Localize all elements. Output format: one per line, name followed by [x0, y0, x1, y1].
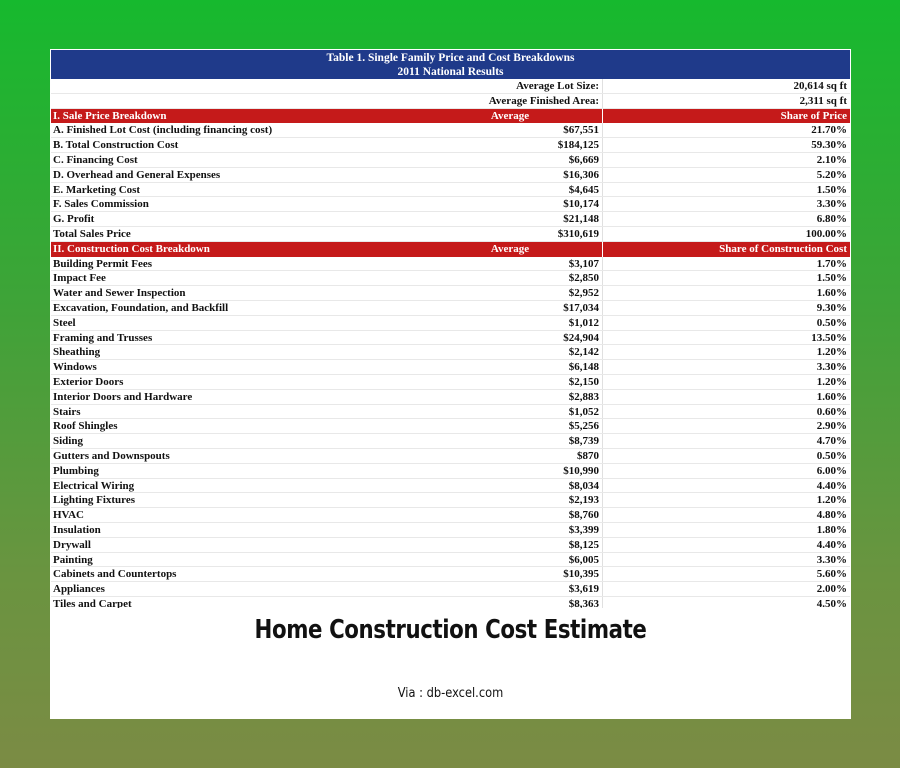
column-header-share: Share of Price — [780, 109, 847, 122]
row-share: 1.50% — [816, 183, 847, 196]
row-average: $310,619 — [418, 227, 603, 241]
row-share: 1.20% — [816, 346, 847, 359]
row-share: 5.60% — [816, 568, 847, 581]
table-row — [51, 597, 850, 608]
table-row — [51, 138, 850, 153]
table-row — [51, 183, 850, 198]
row-label: Electrical Wiring — [53, 479, 135, 492]
row-label: Siding — [53, 435, 83, 448]
table-subtitle: 2011 National Results — [397, 66, 504, 78]
row-share: 1.50% — [816, 272, 847, 285]
table-row — [51, 493, 850, 508]
row-label: Sheathing — [53, 346, 101, 359]
table-row — [51, 419, 850, 434]
section-title: I. Sale Price Breakdown — [53, 109, 167, 122]
table-row — [51, 449, 850, 464]
row-label: Roof Shingles — [53, 420, 118, 433]
table-row — [51, 434, 850, 449]
row-average: $5,256 — [418, 419, 603, 433]
row-label: Building Permit Fees — [53, 257, 152, 270]
row-label: Windows — [53, 361, 97, 374]
row-average: $2,883 — [418, 390, 603, 404]
row-label: Lighting Fixtures — [53, 494, 136, 507]
row-share: 0.50% — [816, 449, 847, 462]
table-row — [51, 582, 850, 597]
row-share: 4.50% — [816, 597, 847, 608]
row-average: $8,125 — [418, 538, 603, 552]
row-label: Tiles and Carpet — [53, 597, 132, 608]
row-average: $8,760 — [418, 508, 603, 522]
table-row — [51, 405, 850, 420]
row-label: Painting — [53, 553, 93, 566]
table-title: Table 1. Single Family Price and Cost Breakdowns — [326, 52, 575, 64]
row-label: Insulation — [53, 523, 101, 536]
image-card — [50, 49, 851, 719]
row-share: 2.00% — [816, 583, 847, 596]
row-share: 5.20% — [816, 168, 847, 181]
table-row — [51, 316, 850, 331]
row-average: $2,150 — [418, 375, 603, 389]
row-share: 1.60% — [816, 390, 847, 403]
row-average: $1,052 — [418, 405, 603, 419]
row-share: 13.50% — [811, 331, 847, 344]
column-header-average: Average — [418, 242, 603, 257]
table-row — [51, 331, 850, 346]
info-label: Average Lot Size: — [418, 79, 603, 93]
row-label: Framing and Trusses — [53, 331, 153, 344]
info-value: 2,311 sq ft — [799, 94, 847, 107]
row-average: $21,148 — [418, 212, 603, 226]
row-share: 59.30% — [811, 139, 847, 152]
row-average: $6,005 — [418, 553, 603, 567]
info-value: 20,614 sq ft — [793, 80, 847, 92]
row-average: $3,619 — [418, 582, 603, 596]
row-average: $2,142 — [418, 345, 603, 359]
row-average: $24,904 — [418, 331, 603, 345]
info-spacer — [51, 94, 418, 108]
page-caption: Home Construction Cost Estimate — [254, 615, 647, 645]
row-label: Drywall — [53, 538, 91, 551]
table-row — [51, 360, 850, 375]
row-share: 3.30% — [816, 198, 847, 211]
table-row — [51, 553, 850, 568]
table-row — [51, 508, 850, 523]
cost-breakdown-table — [51, 50, 850, 608]
table-row — [51, 123, 850, 138]
section-title: II. Construction Cost Breakdown — [53, 242, 210, 255]
row-share: 1.80% — [816, 523, 847, 536]
table-row — [51, 538, 850, 553]
row-average: $3,399 — [418, 523, 603, 537]
row-average: $67,551 — [418, 123, 603, 137]
table-row — [51, 567, 850, 582]
row-average: $17,034 — [418, 301, 603, 315]
column-header-average: Average — [418, 109, 603, 124]
info-label: Average Finished Area: — [418, 94, 603, 108]
table-row — [51, 227, 850, 242]
row-share: 1.60% — [816, 287, 847, 300]
table-row — [51, 212, 850, 227]
table-row — [51, 197, 850, 212]
row-share: 4.40% — [816, 479, 847, 492]
row-share: 21.70% — [811, 124, 847, 137]
row-share: 0.60% — [816, 405, 847, 418]
row-average: $4,645 — [418, 183, 603, 197]
row-label: Exterior Doors — [53, 375, 124, 388]
row-average: $8,739 — [418, 434, 603, 448]
row-share: 2.90% — [816, 420, 847, 433]
info-spacer — [51, 79, 418, 93]
row-average: $1,012 — [418, 316, 603, 330]
row-average: $10,990 — [418, 464, 603, 478]
row-label: E. Marketing Cost — [53, 183, 141, 196]
row-average: $8,363 — [418, 597, 603, 608]
row-label: HVAC — [53, 509, 84, 522]
row-share: 100.00% — [805, 227, 847, 240]
row-average: $10,174 — [418, 197, 603, 211]
table-row — [51, 301, 850, 316]
row-share: 1.20% — [816, 494, 847, 507]
section-header — [51, 242, 850, 257]
source-credit: Via : db-excel.com — [397, 686, 504, 701]
row-label: Stairs — [53, 405, 81, 418]
row-share: 6.00% — [816, 464, 847, 477]
row-label: Water and Sewer Inspection — [53, 287, 186, 300]
row-share: 3.30% — [816, 553, 847, 566]
table-row — [51, 345, 850, 360]
row-average: $870 — [418, 449, 603, 463]
row-average: $2,952 — [418, 286, 603, 300]
row-label: D. Overhead and General Expenses — [53, 168, 221, 181]
row-average: $10,395 — [418, 567, 603, 581]
row-share: 4.40% — [816, 538, 847, 551]
row-share: 1.70% — [816, 257, 847, 270]
row-share: 4.70% — [816, 435, 847, 448]
row-label: Cabinets and Countertops — [53, 568, 177, 581]
row-label: C. Financing Cost — [53, 153, 138, 166]
table-body — [51, 79, 850, 608]
row-label: A. Finished Lot Cost (including financing cost) — [53, 124, 273, 137]
row-label: Steel — [53, 316, 76, 329]
table-row — [51, 390, 850, 405]
table-row — [51, 286, 850, 301]
row-label: Plumbing — [53, 464, 99, 477]
row-average: $6,669 — [418, 153, 603, 167]
row-share: 0.50% — [816, 316, 847, 329]
table-row — [51, 375, 850, 390]
table-row — [51, 153, 850, 168]
table-row — [51, 168, 850, 183]
column-header-share: Share of Construction Cost — [719, 242, 847, 255]
row-label: Total Sales Price — [53, 227, 131, 240]
row-share: 6.80% — [816, 213, 847, 226]
table-row — [51, 464, 850, 479]
row-share: 4.80% — [816, 509, 847, 522]
row-label: Gutters and Downspouts — [53, 449, 170, 462]
row-label: Interior Doors and Hardware — [53, 390, 193, 403]
row-share: 9.30% — [816, 301, 847, 314]
table-title-banner — [51, 50, 850, 79]
info-row — [51, 79, 850, 94]
table-row — [51, 523, 850, 538]
table-row — [51, 479, 850, 494]
row-label: Impact Fee — [53, 272, 106, 285]
row-share: 1.20% — [816, 375, 847, 388]
table-row — [51, 257, 850, 272]
row-average: $2,193 — [418, 493, 603, 507]
row-average: $8,034 — [418, 479, 603, 493]
row-label: F. Sales Commission — [53, 198, 149, 211]
row-share: 3.30% — [816, 361, 847, 374]
row-average: $6,148 — [418, 360, 603, 374]
row-label: G. Profit — [53, 213, 95, 226]
row-average: $3,107 — [418, 257, 603, 271]
row-average: $184,125 — [418, 138, 603, 152]
row-average: $2,850 — [418, 271, 603, 285]
row-share: 2.10% — [816, 153, 847, 166]
row-label: B. Total Construction Cost — [53, 139, 179, 152]
row-label: Appliances — [53, 583, 105, 596]
row-average: $16,306 — [418, 168, 603, 182]
table-row — [51, 271, 850, 286]
row-label: Excavation, Foundation, and Backfill — [53, 301, 229, 314]
info-row — [51, 94, 850, 109]
section-header — [51, 109, 850, 124]
